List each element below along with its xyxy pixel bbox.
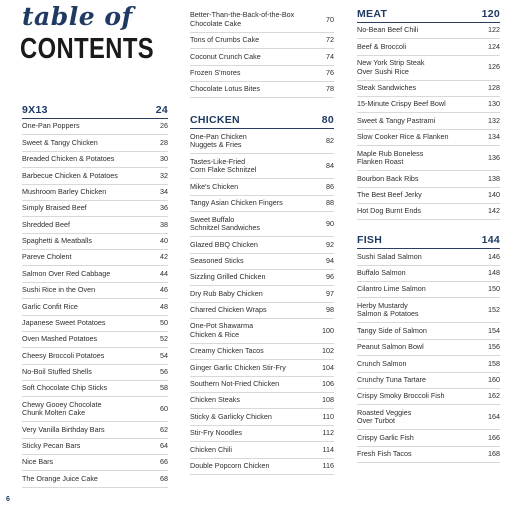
toc-entry (190, 179, 334, 195)
toc-entry-title: Beef & Broccoli (357, 41, 407, 51)
toc-entry (357, 298, 500, 323)
toc-entry (190, 196, 334, 212)
toc-entry-page: 74 (326, 51, 334, 61)
toc-entry-title: Double Popcorn Chicken (190, 460, 270, 470)
toc-entry-title: Fresh Fish Tacos (357, 449, 412, 459)
toc-entry-page: 28 (160, 137, 168, 147)
toc-entry-page: 98 (326, 305, 334, 315)
toc-entry (22, 217, 168, 233)
section-meat (357, 8, 500, 220)
toc-entry (190, 270, 334, 286)
toc-entry (357, 405, 500, 430)
toc-entry (22, 348, 168, 364)
toc-entry (357, 266, 500, 282)
toc-entry (357, 356, 500, 372)
toc-entry-title: Sticky Pecan Bars (22, 441, 81, 451)
toc-entry-title: Stir-Fry Noodles (190, 428, 242, 438)
toc-entry-title: Very Vanilla Birthday Bars (22, 424, 105, 434)
item-list (190, 129, 334, 475)
toc-entry (22, 283, 168, 299)
toc-entry-title: Chewy Gooey Chocolate Chunk Molten Cake (22, 399, 102, 418)
toc-entry-title: Crunchy Tuna Tartare (357, 374, 426, 384)
toc-entry-title: Southern Not-Fried Chicken (190, 379, 280, 389)
toc-entry-page: 164 (488, 411, 500, 421)
toc-entry (22, 299, 168, 315)
toc-entry (357, 130, 500, 146)
section-heading (357, 8, 500, 23)
toc-entry (357, 81, 500, 97)
section-9x13-continued (190, 8, 334, 98)
toc-entry-page: 122 (488, 25, 500, 35)
toc-entry (190, 237, 334, 253)
toc-entry-page: 84 (326, 161, 334, 171)
column-left (22, 104, 168, 492)
toc-entry-title: Maple Rub Boneless Flanken Roast (357, 148, 424, 167)
toc-entry-title: Chocolate Lotus Bites (190, 84, 260, 94)
toc-entry (190, 319, 334, 344)
toc-entry-page: 146 (488, 251, 500, 261)
toc-entry (190, 409, 334, 425)
toc-entry-page: 114 (322, 444, 334, 454)
toc-entry-title: Sweet Buffalo Schnitzel Sandwiches (190, 214, 260, 233)
toc-entry (357, 323, 500, 339)
toc-entry (190, 254, 334, 270)
item-list (357, 23, 500, 220)
toc-entry-page: 52 (160, 334, 168, 344)
toc-entry-title: Mike's Chicken (190, 181, 239, 191)
toc-entry-page: 60 (160, 404, 168, 414)
section-title: MEAT (357, 8, 388, 20)
toc-entry (190, 426, 334, 442)
toc-entry-title: Peanut Salmon Bowl (357, 342, 424, 352)
toc-entry (22, 439, 168, 455)
toc-entry-title: Pareve Cholent (22, 252, 72, 262)
toc-entry-page: 154 (488, 325, 500, 335)
section-title: 9X13 (22, 104, 48, 116)
toc-entry (190, 286, 334, 302)
toc-entry-page: 112 (322, 428, 334, 438)
toc-entry-title: Tangy Side of Salmon (357, 325, 427, 335)
toc-entry (357, 282, 500, 298)
toc-entry-page: 166 (488, 432, 500, 442)
item-list (190, 8, 334, 98)
section-chicken (190, 114, 334, 475)
toc-entry (357, 146, 500, 171)
toc-entry-title: Sushi Salad Salmon (357, 251, 422, 261)
section-page: 144 (481, 234, 500, 247)
toc-entry-page: 86 (326, 181, 334, 191)
toc-entry-title: Dry Rub Baby Chicken (190, 288, 263, 298)
toc-entry-title: Soft Chocolate Chip Sticks (22, 383, 108, 393)
toc-entry-page: 158 (488, 358, 500, 368)
toc-entry (190, 82, 334, 98)
toc-entry-page: 42 (160, 252, 168, 262)
toc-entry-title: Tangy Asian Chicken Fingers (190, 198, 283, 208)
section-9x13 (22, 104, 168, 488)
toc-entry-title: No-Boil Stuffed Shells (22, 367, 92, 377)
toc-entry-title: Spaghetti & Meatballs (22, 236, 92, 246)
section-title: CHICKEN (190, 114, 240, 127)
section-page: 24 (155, 104, 168, 116)
toc-entry-title: Better-Than-the-Back-of-the-Box Chocolate Cake (190, 10, 295, 28)
column-middle (190, 8, 334, 479)
toc-entry-title: New York Strip Steak Over Sushi Rice (357, 58, 425, 76)
toc-entry-title: Glazed BBQ Chicken (190, 239, 258, 249)
toc-entry-page: 72 (326, 35, 334, 45)
toc-entry-title: Nice Bars (22, 457, 54, 467)
toc-entry (357, 430, 500, 446)
toc-entry-page: 140 (488, 189, 500, 199)
toc-entry-title: Barbecue Chicken & Potatoes (22, 170, 118, 180)
toc-entry-title: Chicken Chili (190, 444, 232, 454)
toc-entry (22, 135, 168, 151)
toc-entry-page: 26 (160, 121, 168, 131)
toc-entry (22, 152, 168, 168)
toc-entry-title: Oven Mashed Potatoes (22, 334, 98, 344)
toc-entry-title: Cheesy Broccoli Potatoes (22, 350, 105, 360)
section-heading (357, 234, 500, 249)
toc-entry-title: Chicken Steaks (190, 395, 240, 405)
toc-entry-page: 66 (160, 457, 168, 467)
toc-entry-page: 160 (488, 374, 500, 384)
toc-entry-page: 56 (160, 367, 168, 377)
toc-entry (22, 266, 168, 282)
toc-entry (357, 249, 500, 265)
toc-entry-page: 116 (322, 460, 334, 470)
toc-entry-page: 148 (488, 268, 500, 278)
toc-entry (357, 447, 500, 463)
toc-entry-page: 104 (322, 362, 334, 372)
toc-entry-title: Mushroom Barley Chicken (22, 186, 107, 196)
toc-entry-title: Herby Mustardy Salmon & Potatoes (357, 300, 419, 319)
toc-entry-page: 92 (326, 239, 334, 249)
toc-entry (357, 340, 500, 356)
toc-entry (22, 381, 168, 397)
toc-entry (190, 459, 334, 475)
toc-entry-page: 46 (160, 285, 168, 295)
toc-entry (190, 8, 334, 33)
toc-entry (22, 332, 168, 348)
toc-entry-title: Salmon Over Red Cabbage (22, 268, 111, 278)
toc-entry-page: 130 (488, 99, 500, 109)
toc-entry (357, 171, 500, 187)
toc-entry-title: Coconut Crunch Cake (190, 51, 261, 61)
toc-entry-page: 138 (488, 173, 500, 183)
toc-entry-page: 168 (488, 449, 500, 459)
toc-entry-page: 54 (160, 350, 168, 360)
toc-entry-page: 48 (160, 301, 168, 311)
section-heading (22, 104, 168, 119)
toc-entry (22, 365, 168, 381)
toc-entry (357, 188, 500, 204)
toc-entry-title: One-Pan Chicken Nuggets & Fries (190, 131, 247, 150)
section-page: 120 (481, 8, 500, 20)
toc-entry-page: 64 (160, 441, 168, 451)
toc-entry (22, 250, 168, 266)
toc-entry-title: Simply Braised Beef (22, 203, 87, 213)
toc-entry-page: 128 (488, 83, 500, 93)
toc-entry (357, 113, 500, 129)
toc-entry (22, 201, 168, 217)
toc-entry-title: Tastes-Like-Fried Corn Flake Schnitzel (190, 156, 257, 175)
toc-entry-title: 15-Minute Crispy Beef Bowl (357, 99, 446, 109)
toc-entry-title: Garlic Confit Rice (22, 301, 78, 311)
toc-entry-title: Shredded Beef (22, 219, 70, 229)
section-page: 80 (321, 114, 334, 127)
toc-entry-title: One-Pan Poppers (22, 121, 80, 131)
toc-entry-page: 150 (488, 284, 500, 294)
toc-entry-page: 97 (326, 288, 334, 298)
toc-entry-title: Slow Cooker Rice & Flanken (357, 132, 449, 142)
toc-entry-page: 62 (160, 424, 168, 434)
toc-entry-page: 142 (488, 206, 500, 216)
toc-entry (190, 442, 334, 458)
toc-entry-title: Creamy Chicken Tacos (190, 346, 264, 356)
toc-entry-title: Frozen S'mores (190, 68, 241, 78)
toc-entry-title: Japanese Sweet Potatoes (22, 317, 106, 327)
toc-entry-title: The Best Beef Jerky (357, 189, 422, 199)
toc-entry-title: The Orange Juice Cake (22, 473, 98, 483)
toc-entry (190, 303, 334, 319)
toc-entry-page: 132 (488, 115, 500, 125)
toc-entry-page: 50 (160, 317, 168, 327)
toc-entry-page: 162 (488, 391, 500, 401)
toc-entry-page: 40 (160, 236, 168, 246)
toc-entry-page: 94 (326, 255, 334, 265)
toc-entry (22, 397, 168, 422)
toc-entry-page: 134 (488, 132, 500, 142)
toc-entry (22, 185, 168, 201)
toc-entry-title: Breaded Chicken & Potatoes (22, 154, 115, 164)
toc-entry (22, 119, 168, 135)
toc-entry-page: 156 (488, 342, 500, 352)
toc-entry-page: 38 (160, 219, 168, 229)
toc-entry (190, 360, 334, 376)
toc-entry (190, 154, 334, 179)
toc-entry (357, 23, 500, 39)
toc-entry (190, 49, 334, 65)
toc-entry-title: Sizzling Grilled Chicken (190, 272, 266, 282)
toc-entry-title: Sweet & Tangy Chicken (22, 137, 98, 147)
toc-entry (357, 97, 500, 113)
toc-entry (190, 66, 334, 82)
toc-entry (22, 455, 168, 471)
toc-entry-title: Hot Dog Burnt Ends (357, 206, 421, 216)
toc-entry-title: Cilantro Lime Salmon (357, 284, 426, 294)
toc-entry-title: Seasoned Sticks (190, 255, 244, 265)
toc-entry-page: 36 (160, 203, 168, 213)
toc-entry (190, 212, 334, 237)
item-list (357, 249, 500, 463)
toc-entry-title: Sushi Rice in the Oven (22, 285, 96, 295)
toc-entry-title: Bourbon Back Ribs (357, 173, 419, 183)
toc-entry (190, 393, 334, 409)
toc-entry (22, 234, 168, 250)
toc-entry-title: Charred Chicken Wraps (190, 305, 267, 315)
toc-entry-page: 32 (160, 170, 168, 180)
toc-entry-page: 34 (160, 186, 168, 196)
toc-entry-page: 82 (326, 136, 334, 146)
toc-entry-page: 30 (160, 154, 168, 164)
toc-entry-page: 110 (322, 411, 334, 421)
toc-entry (357, 373, 500, 389)
toc-entry (190, 377, 334, 393)
toc-entry-title: Crispy Smoky Broccoli Fish (357, 391, 445, 401)
toc-entry-page: 102 (322, 346, 334, 356)
toc-entry-title: Roasted Veggies Over Turbot (357, 407, 412, 426)
toc-entry-title: No-Bean Beef Chili (357, 25, 419, 35)
toc-entry-page: 58 (160, 383, 168, 393)
column-right (357, 8, 500, 467)
toc-entry-title: Sweet & Tangy Pastrami (357, 115, 436, 125)
section-heading (190, 114, 334, 129)
toc-entry (357, 39, 500, 55)
section-title: FISH (357, 234, 383, 247)
toc-entry-page: 88 (326, 198, 334, 208)
toc-entry-page: 126 (488, 62, 500, 72)
toc-entry (357, 56, 500, 81)
toc-entry-title: One-Pot Shawarma Chicken & Rice (190, 321, 254, 339)
toc-entry-page: 76 (326, 68, 334, 78)
page-number: 6 (6, 496, 10, 503)
toc-entry-page: 124 (488, 41, 500, 51)
title-script: table of (22, 2, 133, 31)
toc-entry-title: Ginger Garlic Chicken Stir-Fry (190, 362, 286, 372)
toc-entry-page: 136 (488, 152, 500, 162)
toc-entry-page: 96 (326, 272, 334, 282)
toc-entry (22, 316, 168, 332)
toc-entry-title: Steak Sandwiches (357, 83, 417, 93)
toc-entry-page: 78 (326, 84, 334, 94)
toc-entry (22, 168, 168, 184)
toc-entry (357, 204, 500, 220)
toc-entry (22, 422, 168, 438)
item-list (22, 119, 168, 488)
toc-entry (190, 33, 334, 49)
toc-entry (190, 129, 334, 154)
toc-entry-page: 108 (322, 395, 334, 405)
toc-entry-title: Sticky & Garlicky Chicken (190, 411, 272, 421)
toc-entry (357, 389, 500, 405)
toc-entry-title: Crispy Garlic Fish (357, 432, 414, 442)
toc-entry-page: 106 (322, 379, 334, 389)
toc-entry-page: 152 (488, 305, 500, 315)
toc-entry-title: Buffalo Salmon (357, 268, 406, 278)
toc-entry-title: Tons of Crumbs Cake (190, 35, 260, 45)
toc-entry-page: 90 (326, 218, 334, 228)
toc-entry-title: Crunch Salmon (357, 358, 407, 368)
toc-entry (190, 344, 334, 360)
toc-entry-page: 44 (160, 268, 168, 278)
page-title: CONTENTS (20, 33, 155, 65)
toc-entry-page: 100 (322, 325, 334, 335)
section-fish (357, 234, 500, 463)
toc-entry-page: 68 (160, 473, 168, 483)
toc-entry-page: 70 (326, 14, 334, 24)
toc-entry (22, 471, 168, 487)
